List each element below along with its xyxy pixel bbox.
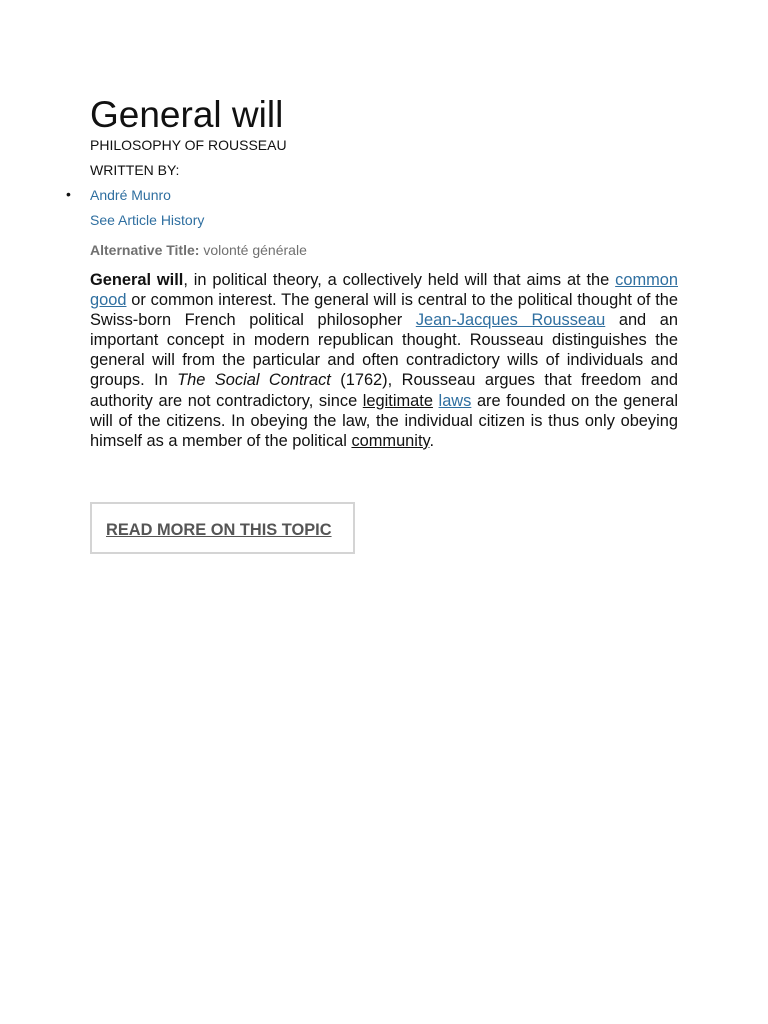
community-link[interactable]: community — [351, 431, 430, 450]
body-text-1: , in political theory, a collectively held will that aims at the — [183, 271, 616, 289]
author-link[interactable]: André Munro — [90, 187, 171, 203]
body-text-4: (1762), Rousseau argues that freedom and authority are not contradictory, since — [90, 371, 678, 410]
body-text-6: are founded on the general will of the citizens. In obeying the law, the individual citizen is thus only obeying himself as a member of the political — [90, 391, 678, 450]
article-history-link[interactable]: See Article History — [90, 212, 205, 228]
body-text-3: and an important concept in modern republican thought. Rousseau distinguishes the general will from the particular and often contradictory wills of individuals and groups. In — [90, 311, 678, 390]
article-subtitle: PHILOSOPHY OF ROUSSEAU — [90, 137, 287, 153]
read-more-box — [90, 502, 355, 554]
written-by-label: WRITTEN BY: — [90, 162, 180, 178]
term-bold: General will — [90, 271, 184, 289]
body-text-7: . — [429, 431, 435, 450]
alternative-title — [90, 242, 307, 258]
read-more-link[interactable]: READ MORE ON THIS TOPIC — [106, 521, 332, 539]
body-text-2: or common interest. The general will is central to the political thought of the Swiss-born French political philosopher — [90, 291, 678, 330]
article-body — [90, 270, 678, 451]
alternative-title-label: Alternative Title: — [90, 242, 200, 258]
legitimate-link[interactable]: legitimate — [362, 391, 433, 410]
rousseau-link[interactable]: Jean-Jacques Rousseau — [415, 311, 606, 330]
alternative-title-value: volonté générale — [203, 242, 307, 258]
common-good-link[interactable]: common good — [90, 271, 678, 310]
page-title: General will — [90, 94, 284, 135]
bullet-icon: • — [66, 186, 71, 202]
book-title: The Social Contract — [177, 371, 331, 390]
laws-link[interactable]: laws — [438, 391, 472, 410]
